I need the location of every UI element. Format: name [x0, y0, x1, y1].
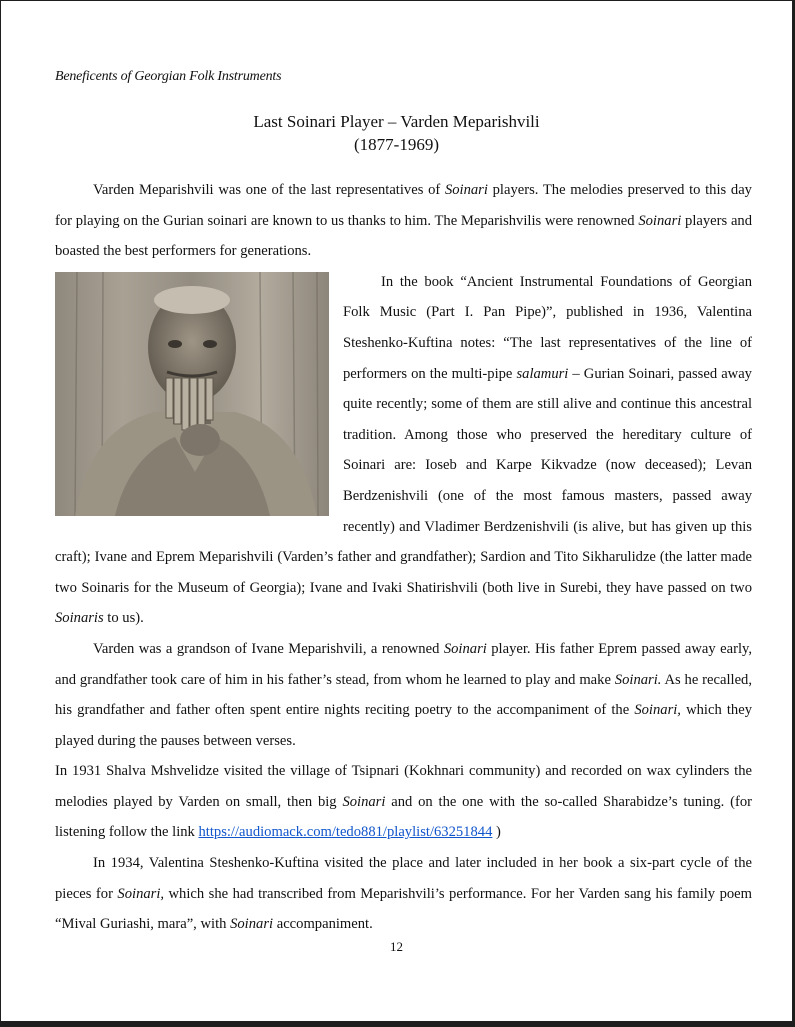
paragraph-2: In the book “Ancient Instrumental Foundations of Georgian Folk Music (Part I. Pan Pipe)”, published in 1936, Valentina Steshenko-Kuftina notes: “The last representatives of the line of performers on the multi-pipe salamuri – Gurian Soinari, passed away quite recently; some of them are still alive and continue this ancestral tradition. Among those who preserved the hereditary culture of Soinari are: Ioseb and Karpe Kikvadze (now deceased); Levan Berdzenishvili (one of the most famous masters, passed away recently) and Vladimer Berdzenishvili (is alive, but has given up this craft); Ivane and Eprem Meparishvili (Varden’s father and grandfather); Sardion and Tito Sikharulidze (the latter made two Soinaris for the Museum of Georgia); Ivane and Ivaki Shatirishvili (both live in Surebi, they have passed on two Soinaris to us).: [55, 273, 752, 627]
article-dates: (1877-1969): [354, 135, 439, 154]
paragraph-3: Varden was a grandson of Ivane Meparishvili, a renowned Soinari player. His father Eprem passed away early, and grandfather took care of him in his father’s stead, from whom he learned to play and make Soinari. As he recalled, his grandfather and father often spent entire nights reciting poetry to the accompaniment of the Soinari, which they played during the pauses between verses.: [55, 640, 752, 749]
paragraph-1: Varden Meparishvili was one of the last representatives of Soinari players. The melodies preserved to this day for playing on the Gurian soinari are known to us thanks to him. The Meparishvilis were renowned Soinari players and boasted the best performers for generations.: [55, 182, 753, 260]
paragraph-5: In 1934, Valentina Steshenko-Kuftina visited the place and later included in her book a six-part cycle of the pieces for Soinari, which she had transcribed from Meparishvili’s performance. For her Varden sang his family poem “Mival Guriashi, mara”, with Soinari accompaniment.: [55, 855, 752, 933]
running-header: Beneficents of Georgian Folk Instruments: [55, 69, 282, 84]
portrait-image: [55, 272, 329, 516]
portrait-photo: [55, 272, 329, 516]
article-body: [55, 175, 752, 940]
playlist-link[interactable]: https://audiomack.com/tedo881/playlist/63251844: [198, 824, 493, 841]
document-page: [1, 1, 792, 1021]
page-number: 12: [390, 939, 403, 954]
article-title: Last Soinari Player – Varden Meparishvili: [253, 112, 540, 131]
paragraph-4: In 1931 Shalva Mshvelidze visited the village of Tsipnari (Kokhnari community) and recorded on wax cylinders the melodies played by Varden on small, then big Soinari and on the one with the so-called Sharabidze’s tuning. (for listening follow the link https://audiomack.com/tedo881/playlist/63251844 ): [55, 763, 752, 841]
